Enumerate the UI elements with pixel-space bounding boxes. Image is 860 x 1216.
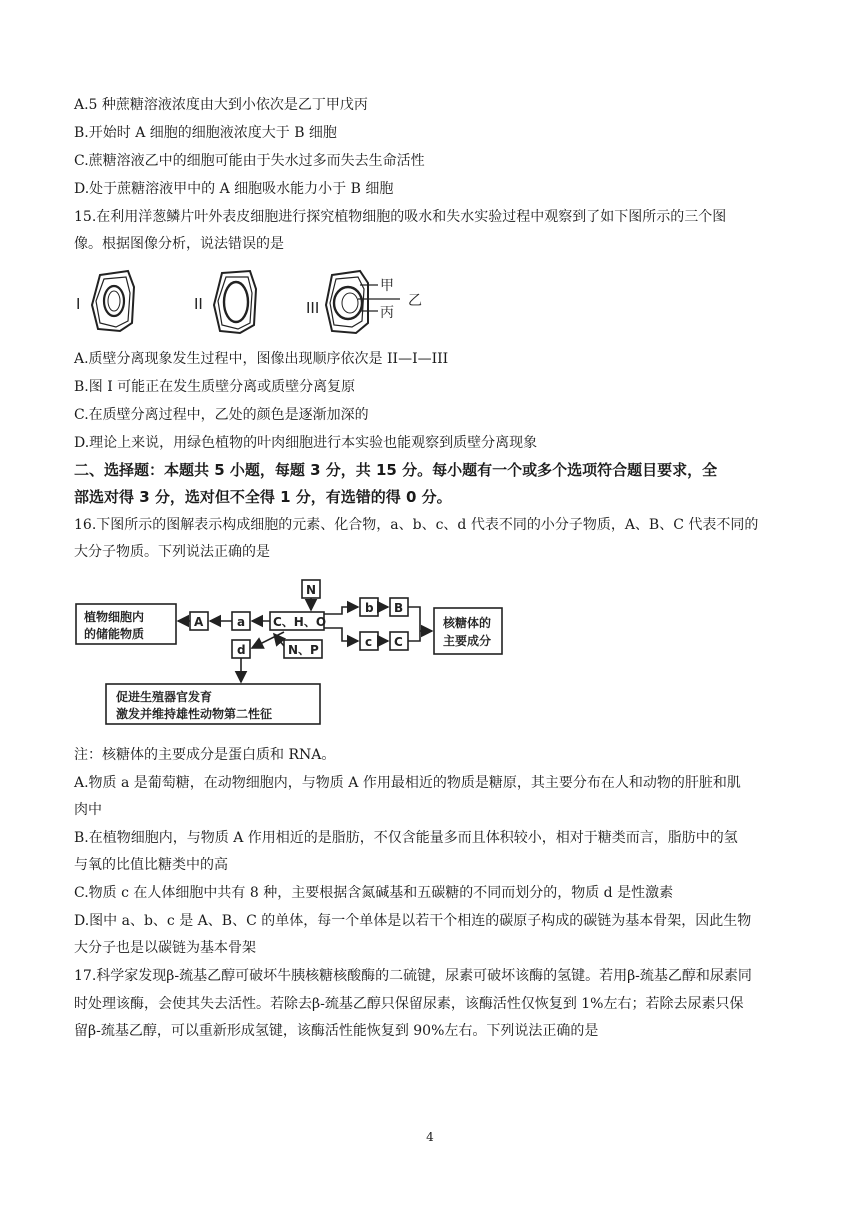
page-number: 4 <box>426 1130 434 1144</box>
q15-option-d: D.理论上来说，用绿色植物的叶肉细胞进行本实验也能观察到质壁分离现象 <box>74 435 538 451</box>
q15-option-c: C.在质壁分离过程中，乙处的颜色是逐渐加深的 <box>74 407 369 423</box>
label-C: C <box>394 635 403 649</box>
label-N: N <box>306 583 317 597</box>
q16-note: 注：核糖体的主要成分是蛋白质和 RNA。 <box>74 747 336 763</box>
q16-option-d-line2: 大分子也是以碳链为基本骨架 <box>74 940 256 956</box>
label-c: c <box>365 635 373 649</box>
q14-option-d: D.处于蔗糖溶液甲中的 A 细胞吸水能力小于 B 细胞 <box>74 181 394 197</box>
label-B: B <box>394 601 404 615</box>
label-storage-1: 植物细胞内 <box>84 610 145 624</box>
figure-label-jia: 甲 <box>380 278 394 294</box>
q17-stem-line3: 留β-巯基乙醇，可以重新形成氢键，该酶活性能恢复到 90%左右。下列说法正确的是 <box>74 1023 599 1039</box>
label-sex-2: 激发并维持雄性动物第二性征 <box>116 707 273 721</box>
label-storage-2: 的储能物质 <box>84 627 145 641</box>
q16-stem-line1: 16.下图所示的图解表示构成细胞的元素、化合物，a、b、c、d 代表不同的小分子物质，A、B、C 代表不同的 <box>74 517 759 533</box>
q14-option-b: B.开始时 A 细胞的细胞液浓度大于 B 细胞 <box>74 125 337 141</box>
label-chno: C、H、O <box>273 615 327 629</box>
label-np: N、P <box>288 643 319 657</box>
q16-option-b-line2: 与氧的比值比糖类中的高 <box>74 857 228 873</box>
q17-stem-line2: 时处理该酶，会使其失去活性。若除去β-巯基乙醇只保留尿素，该酶活性仅恢复到 1%左右；若除去尿素只保 <box>74 996 744 1012</box>
q16-option-b-line1: B.在植物细胞内，与物质 A 作用相近的是脂肪，不仅含能量多而且体积较小，相对于糖类而言，脂肪中的氢 <box>74 830 738 846</box>
q14-option-c: C.蔗糖溶液乙中的细胞可能由于失水过多而失去生命活性 <box>74 153 425 169</box>
q16-option-a-line2: 肉中 <box>74 802 102 818</box>
label-ribosome-2: 主要成分 <box>443 634 492 648</box>
q14-option-a: A.5 种蔗糖溶液浓度由大到小依次是乙丁甲戊丙 <box>74 97 368 113</box>
figure-label-yi: 乙 <box>408 293 422 309</box>
label-sex-1: 促进生殖器官发育 <box>116 690 213 704</box>
section2-heading-line1: 二、选择题：本题共 5 小题，每题 3 分，共 15 分。每小题有一个或多个选项符合题目要求，全 <box>74 461 718 479</box>
q15-option-a: A.质壁分离现象发生过程中，图像出现顺序依次是 II—I—III <box>74 351 449 367</box>
q16-stem-line2: 大分子物质。下列说法正确的是 <box>74 544 270 560</box>
section2-heading-line2: 部选对得 3 分，选对但不全得 1 分，有选错的得 0 分。 <box>74 488 452 506</box>
q17-stem-line1: 17.科学家发现β-巯基乙醇可破坏牛胰核糖核酸酶的二硫键，尿素可破坏该酶的氢键。若用β-巯基乙醇和尿素同 <box>74 968 752 984</box>
q15-option-b: B.图 I 可能正在发生质壁分离或质壁分离复原 <box>74 379 356 395</box>
label-a: a <box>237 615 246 629</box>
figure-label-bing: 丙 <box>380 305 394 321</box>
label-d: d <box>237 643 246 657</box>
q16-option-c: C.物质 c 在人体细胞中共有 8 种，主要根据含氮碱基和五碳糖的不同而划分的，物质 d 是性激素 <box>74 885 674 901</box>
q15-stem-line1: 15.在利用洋葱鳞片叶外表皮细胞进行探究植物细胞的吸水和失水实验过程中观察到了如下图所示的三个图 <box>74 209 727 225</box>
q16-option-a-line1: A.物质 a 是葡萄糖，在动物细胞内，与物质 A 作用最相近的物质是糖原，其主要分布在人和动物的肝脏和肌 <box>74 775 741 791</box>
label-b: b <box>365 601 374 615</box>
label-A: A <box>194 615 204 629</box>
label-ribosome-1: 核糖体的 <box>443 616 492 630</box>
figure-label-ii: II <box>194 295 203 313</box>
q16-compound-diagram <box>74 574 544 734</box>
figure-label-iii: III <box>306 299 320 317</box>
figure-label-i: I <box>76 295 81 313</box>
q15-cell-figure <box>70 265 450 340</box>
q16-option-d-line1: D.图中 a、b、c 是 A、B、C 的单体，每一个单体是以若干个相连的碳原子构成的碳链为基本骨架，因此生物 <box>74 913 752 929</box>
q15-stem-line2: 像。根据图像分析，说法错误的是 <box>74 236 284 252</box>
